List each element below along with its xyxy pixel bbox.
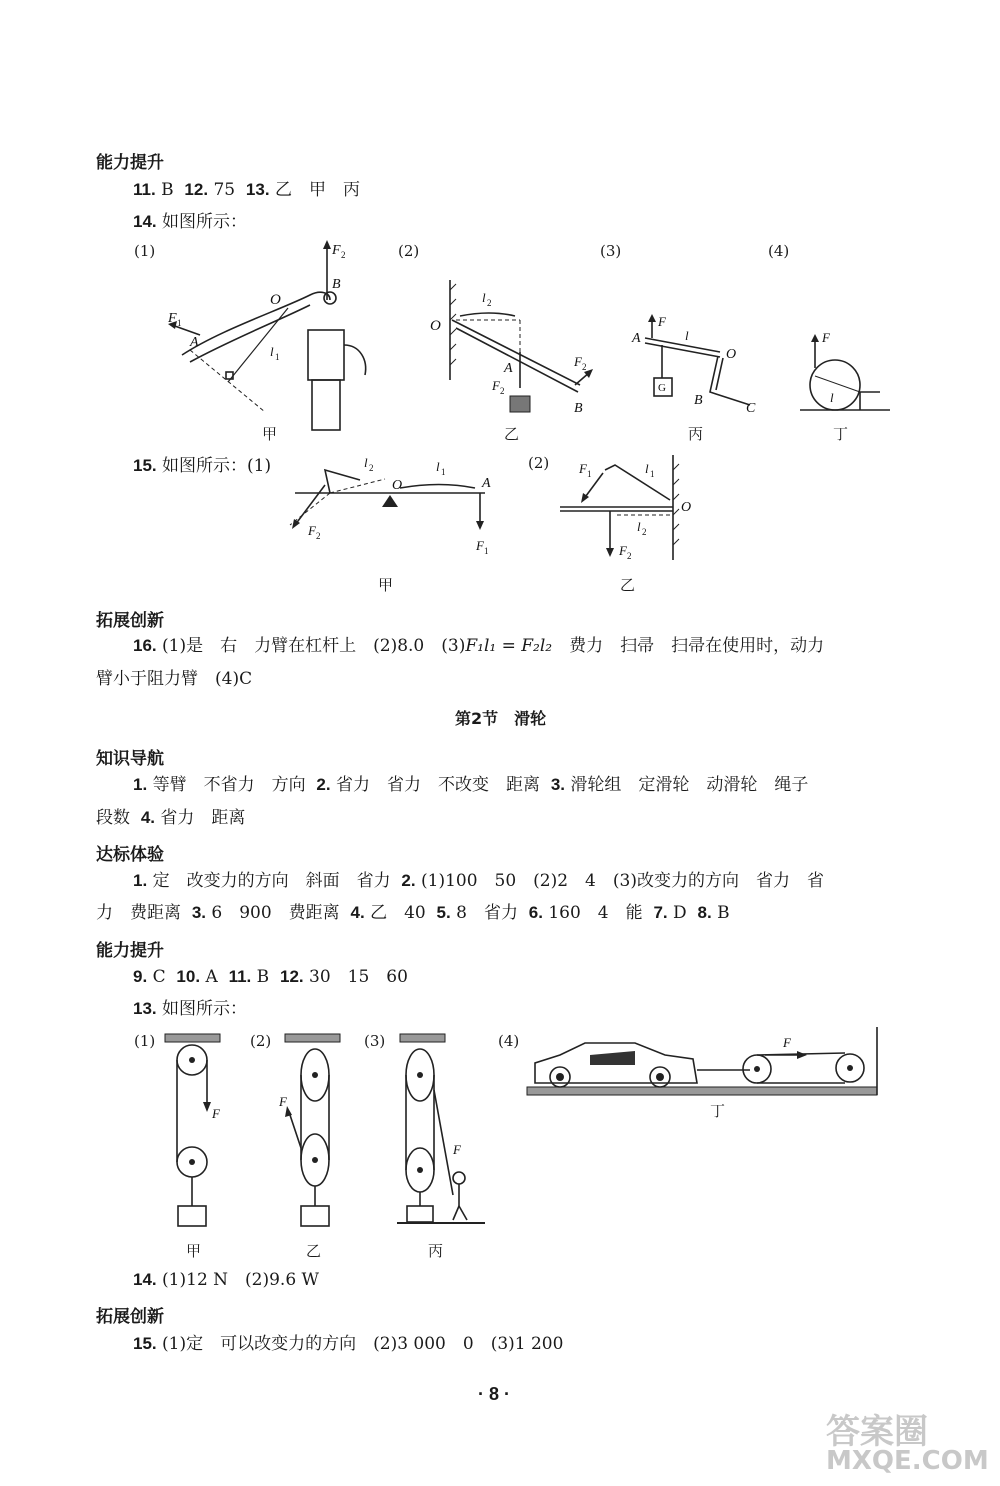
svg-text:F: F <box>492 378 500 393</box>
svg-text:B: B <box>574 401 583 416</box>
q-number: 4. <box>350 903 365 922</box>
svg-text:2: 2 <box>500 386 505 396</box>
svg-text:A: A <box>190 335 199 350</box>
q-number: 2. <box>401 871 416 890</box>
fig13-caption-4: 丁 <box>710 1102 726 1120</box>
fig13-caption-2: 乙 <box>306 1242 322 1260</box>
q-number: 11. <box>228 967 252 986</box>
fig15-label-2: (2) <box>528 454 550 472</box>
pulley-system-1 <box>160 1030 230 1230</box>
svg-text:l: l <box>685 328 689 343</box>
svg-text:G: G <box>658 382 666 394</box>
heading-ability-2: 能力提升 <box>96 941 164 961</box>
svg-text:O: O <box>392 478 403 493</box>
svg-text:l: l <box>830 390 834 405</box>
fig14-caption-1: 甲 <box>262 425 278 443</box>
svg-text:C: C <box>746 401 756 416</box>
knowledge-line-1 <box>133 773 808 797</box>
svg-text:1: 1 <box>587 469 592 479</box>
fig13-label-2: (2) <box>250 1032 272 1050</box>
svg-text:F: F <box>476 538 484 553</box>
svg-text:2: 2 <box>487 298 492 308</box>
answers-11-13 <box>133 178 360 202</box>
svg-text:F: F <box>212 1106 220 1121</box>
svg-text:O: O <box>270 292 281 308</box>
svg-text:O: O <box>726 347 737 362</box>
q-number: 13. <box>133 999 157 1018</box>
q-number: 14. <box>133 1270 157 1289</box>
fig15-caption-2: 乙 <box>620 576 636 594</box>
svg-text:2: 2 <box>582 362 587 372</box>
pulley-system-2 <box>275 1030 345 1230</box>
q-number: 13. <box>245 180 270 199</box>
svg-text:F: F <box>308 523 316 538</box>
svg-text:2: 2 <box>627 551 632 561</box>
q-number: 15. <box>133 1334 157 1353</box>
q-number: 8. <box>697 903 712 922</box>
svg-text:2: 2 <box>369 463 374 473</box>
answer-text: 费力 扫帚 扫帚在使用时，动力 <box>552 636 825 656</box>
q-number: 7. <box>653 903 668 922</box>
q-number: 2. <box>316 775 331 794</box>
answer-text: (1)12 N (2)9.6 W <box>162 1270 320 1290</box>
svg-text:1: 1 <box>650 469 655 479</box>
answer-text: 等臂 不省力 方向 <box>152 775 306 795</box>
knowledge-line-2 <box>96 806 245 830</box>
watermark-url: MXQE.COM <box>826 1446 989 1476</box>
answer-text: 如图所示： <box>162 456 248 476</box>
svg-text:1: 1 <box>275 352 280 362</box>
balance-lever-diagram <box>290 455 510 565</box>
answer-text: 160 4 能 <box>548 903 643 923</box>
q-number: 5. <box>436 903 451 922</box>
fig14-caption-2: 乙 <box>504 425 520 443</box>
svg-text:F: F <box>619 543 627 558</box>
answer-14-pulley <box>133 1268 319 1292</box>
answer-text: 省力 省力 不改变 距离 <box>336 775 540 795</box>
heading-ability: 能力提升 <box>96 153 164 173</box>
svg-text:1: 1 <box>484 546 489 556</box>
fig14-label-2: (2) <box>398 242 420 260</box>
q-number: 3. <box>191 903 206 922</box>
svg-text:O: O <box>430 318 441 334</box>
answer-text: B <box>161 180 174 200</box>
svg-text:A: A <box>632 331 641 346</box>
q-number: 14. <box>133 212 157 231</box>
answer-text: B <box>717 903 730 923</box>
fig15-caption-1: 甲 <box>378 576 394 594</box>
fig13-caption-3: 丙 <box>428 1242 444 1260</box>
q-number: 4. <box>140 808 155 827</box>
svg-text:B: B <box>694 393 703 408</box>
ability-line-1 <box>133 965 408 989</box>
answer-16 <box>133 634 824 658</box>
answer-text: 75 <box>213 180 236 200</box>
q-number: 1. <box>133 775 148 794</box>
answer-16-cont: 臂小于阻力臂 (4)C <box>96 669 253 689</box>
standard-line-2 <box>96 901 730 925</box>
fig14-caption-3: 丙 <box>688 425 704 443</box>
formula: F₁l₁ = F₂l₂ <box>465 636 553 656</box>
answer-text: 段数 <box>96 808 130 828</box>
fig13-label-4: (4) <box>498 1032 520 1050</box>
svg-text:F: F <box>574 354 582 369</box>
svg-text:F: F <box>332 243 341 258</box>
section-title: 第2节 滑轮 <box>455 709 547 728</box>
heading-knowledge: 知识导航 <box>96 749 164 769</box>
car-pulley-diagram <box>525 1025 885 1105</box>
fig15-label-1: (1) <box>247 456 272 476</box>
pulley-system-3 <box>395 1030 490 1230</box>
bent-lever-diagram <box>630 310 770 420</box>
answer-text: 定 改变力的方向 斜面 省力 <box>152 871 391 891</box>
heading-extension: 拓展创新 <box>96 611 164 631</box>
svg-text:B: B <box>332 277 341 292</box>
answer-text: (1)定 可以改变力的方向 (2)3 000 0 (3)1 200 <box>162 1334 564 1354</box>
heading-standard: 达标体验 <box>96 845 164 865</box>
svg-text:F: F <box>783 1035 791 1050</box>
q-number: 12. <box>184 180 209 199</box>
answer-text: 如图所示： <box>162 212 248 232</box>
answer-text: (1)100 50 (2)2 4 (3)改变力的方向 省力 省 <box>421 871 824 891</box>
answer-text: 如图所示： <box>162 999 248 1019</box>
fig14-label-3: (3) <box>600 242 622 260</box>
svg-text:2: 2 <box>341 250 346 260</box>
answer-text: 乙 40 <box>370 903 426 923</box>
q-number: 3. <box>550 775 565 794</box>
answer-text: 6 900 费距离 <box>211 903 340 923</box>
svg-text:l: l <box>270 344 274 359</box>
fig14-caption-4: 丁 <box>833 425 849 443</box>
ability-line-2 <box>133 997 247 1021</box>
svg-text:F: F <box>579 461 587 476</box>
pump-lever-diagram <box>160 240 390 440</box>
svg-text:O: O <box>681 500 692 515</box>
watermark-logo: 答案圈 <box>826 1412 928 1452</box>
answer-text: D <box>673 903 687 923</box>
svg-text:l: l <box>436 459 440 474</box>
svg-text:F: F <box>279 1094 287 1109</box>
svg-text:2: 2 <box>316 531 321 541</box>
answer-text: 30 15 60 <box>309 967 408 987</box>
fig13-caption-1: 甲 <box>186 1242 202 1260</box>
q-number: 16. <box>133 636 157 655</box>
fig14-label-1: (1) <box>134 242 156 260</box>
answer-text: C <box>152 967 166 987</box>
svg-text:l: l <box>482 290 486 305</box>
answer-14 <box>133 210 247 234</box>
svg-text:F: F <box>822 330 830 345</box>
svg-text:F: F <box>168 311 177 326</box>
answer-15-pulley <box>133 1332 563 1356</box>
standard-line-1 <box>133 869 824 893</box>
wall-lever-diagram <box>420 280 600 420</box>
q-number: 9. <box>133 967 148 986</box>
svg-text:A: A <box>504 361 513 376</box>
svg-text:l: l <box>637 519 641 534</box>
fig13-label-3: (3) <box>364 1032 386 1050</box>
answer-text: 乙 甲 丙 <box>274 180 360 200</box>
q-number: 12. <box>279 967 304 986</box>
svg-text:1: 1 <box>441 467 446 477</box>
answer-text: A <box>205 967 218 987</box>
answer-text: 省力 距离 <box>160 808 246 828</box>
answer-text: 8 省力 <box>456 903 518 923</box>
svg-text:A: A <box>482 476 491 491</box>
page-number: · 8 · <box>478 1384 511 1404</box>
wheel-step-diagram <box>800 320 890 420</box>
svg-text:F: F <box>658 314 666 329</box>
wall-bracket-diagram <box>555 455 705 570</box>
q-number: 15. <box>133 456 157 475</box>
heading-extension-2: 拓展创新 <box>96 1307 164 1327</box>
answer-text: B <box>256 967 270 987</box>
svg-text:2: 2 <box>642 527 647 537</box>
fig14-label-4: (4) <box>768 242 790 260</box>
answer-text: (1)是 右 力臂在杠杆上 (2)8.0 (3) <box>162 636 466 656</box>
q-number: 6. <box>528 903 543 922</box>
svg-text:l: l <box>645 461 649 476</box>
answer-15 <box>133 454 271 478</box>
q-number: 10. <box>176 967 201 986</box>
svg-text:1: 1 <box>177 318 182 328</box>
q-number: 1. <box>133 871 148 890</box>
answer-text: 力 费距离 <box>96 903 181 923</box>
svg-text:F: F <box>453 1142 461 1157</box>
answer-text: 滑轮组 定滑轮 动滑轮 绳子 <box>570 775 809 795</box>
q-number: 11. <box>133 180 156 199</box>
svg-text:l: l <box>364 455 368 470</box>
fig13-label-1: (1) <box>134 1032 156 1050</box>
